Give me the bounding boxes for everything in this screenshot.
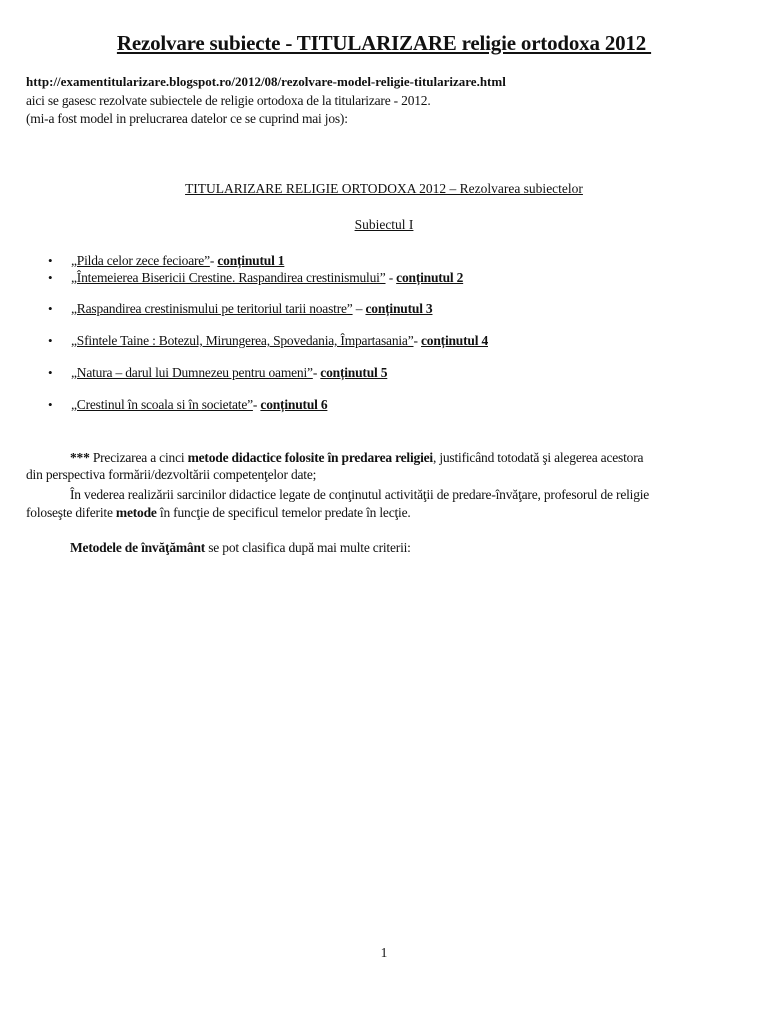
document-title: Rezolvare subiecte - TITULARIZARE religie ortodoxa 2012 xyxy=(116,31,652,55)
bullet-icon: • xyxy=(48,301,53,316)
topic-reference: conținutul 4 xyxy=(421,333,488,348)
intro-line-2: (mi-a fost model in prelucrarea datelor ce se cuprind mai jos): xyxy=(26,111,348,126)
paragraph-3-text: se pot clasifica după mai multe criterii: xyxy=(205,540,411,555)
bullet-icon: • xyxy=(48,253,53,268)
list-item xyxy=(48,270,463,286)
topic-separator: - xyxy=(385,270,397,285)
paragraph-3 xyxy=(70,540,411,556)
topic-title: „Sfintele Taine : Botezul, Mirungerea, Spovedania, Împartasania” xyxy=(71,333,414,348)
topic-reference: conținutul 5 xyxy=(320,365,388,380)
topic-separator: – xyxy=(352,301,366,316)
topic-separator: - xyxy=(312,365,321,380)
paragraph-2-bold: metode xyxy=(115,505,157,520)
topic-title: „Întemeierea Bisericii Crestine. Raspandirea crestinismului” xyxy=(71,270,386,285)
list-item xyxy=(48,397,327,413)
paragraph-2-text-a: foloseşte diferite xyxy=(26,505,116,520)
bullet-icon: • xyxy=(48,397,53,412)
paragraph-3-bold: Metodele de învăţământ xyxy=(70,540,206,555)
topic-separator: - xyxy=(252,397,261,412)
paragraph-2-line-1: În vederea realizării sarcinilor didactice legate de conţinutul activităţii de predare-învăţare, profesorul de religie xyxy=(70,487,650,502)
source-url: http://examentitularizare.blogspot.ro/2012/08/rezolvare-model-religie-titularizare.html xyxy=(26,74,506,89)
intro-line-1: aici se gasesc rezolvate subiectele de religie ortodoxa de la titularizare - 2012. xyxy=(26,93,431,108)
bullet-icon: • xyxy=(48,270,53,285)
topic-title: „Raspandirea crestinismului pe teritoriul tarii noastre” xyxy=(71,301,353,316)
topic-reference: conținutul 1 xyxy=(217,253,285,268)
paragraph-2-line-2 xyxy=(26,505,411,521)
section-heading: TITULARIZARE RELIGIE ORTODOXA 2012 – Rezolvarea subiectelor xyxy=(185,181,583,196)
paragraph-2-text-b: în funcţie de specificul temelor predate în lecţie. xyxy=(156,505,411,520)
topic-reference: conținutul 2 xyxy=(396,270,464,285)
paragraph-1-line-1 xyxy=(70,450,643,466)
bullet-icon: • xyxy=(48,333,53,348)
topic-reference: conținutul 3 xyxy=(365,301,433,316)
subsection-heading: Subiectul I xyxy=(354,217,414,232)
topic-reference: conținutul 6 xyxy=(260,397,328,412)
topic-title: „Crestinul în scoala si în societate” xyxy=(71,397,253,412)
list-item xyxy=(48,333,488,349)
paragraph-1-prefix: *** xyxy=(70,450,93,465)
page-number: 1 xyxy=(380,945,388,960)
topic-separator: - xyxy=(209,253,218,268)
bullet-icon: • xyxy=(48,365,53,380)
list-item xyxy=(48,301,432,317)
topic-separator: - xyxy=(413,333,421,348)
paragraph-1-text-b: , justificând totodată şi alegerea acestora xyxy=(432,450,644,465)
topic-title: „Pilda celor zece fecioare” xyxy=(71,253,210,268)
list-item xyxy=(48,253,284,269)
topic-title: „Natura – darul lui Dumnezeu pentru oameni” xyxy=(71,365,313,380)
list-item xyxy=(48,365,387,381)
paragraph-1-line-2: din perspectiva formării/dezvoltării competenţelor date; xyxy=(26,467,317,482)
paragraph-1-bold: metode didactice folosite în predarea religiei xyxy=(187,450,433,465)
paragraph-1-text-a: Precizarea a cinci xyxy=(92,450,188,465)
